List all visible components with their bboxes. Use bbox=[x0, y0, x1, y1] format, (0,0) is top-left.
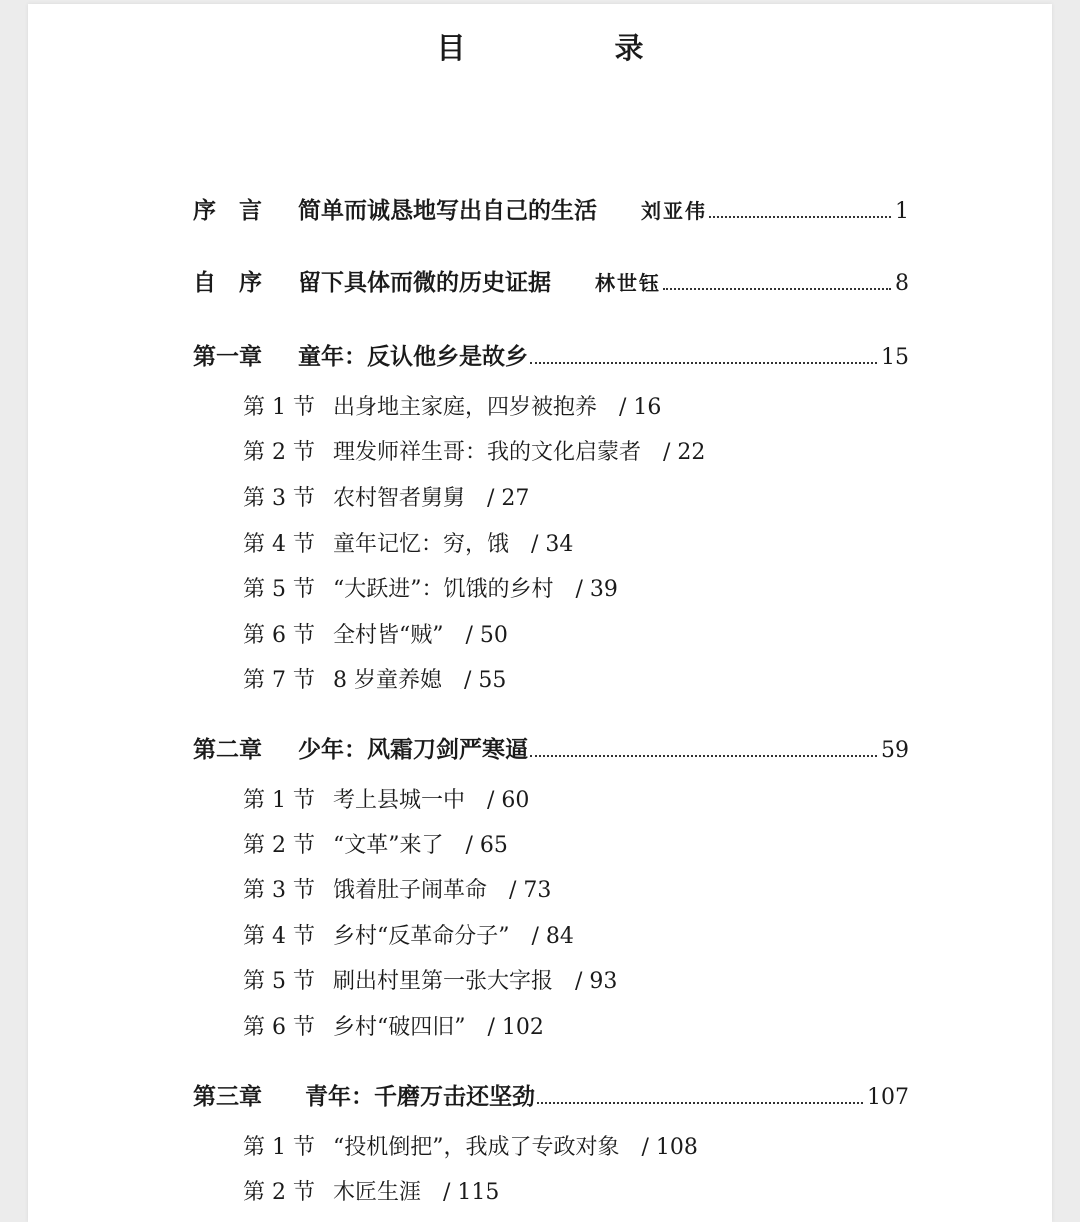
dot-leader bbox=[530, 754, 877, 757]
section-label: 第 5 节 bbox=[243, 969, 315, 994]
section-label: 第 2 节 bbox=[243, 1180, 315, 1205]
toc-section[interactable] bbox=[243, 919, 574, 950]
chapter-label: 第一章 bbox=[193, 343, 262, 370]
toc-chapter-3[interactable] bbox=[193, 1078, 909, 1111]
dot-leader bbox=[530, 361, 877, 364]
section-title: 理发师祥生哥：我的文化启蒙者 bbox=[333, 440, 642, 465]
chapter-title: 少年：风霜刀剑严寒逼 bbox=[298, 736, 528, 763]
chapter-title: 青年：千磨万击还坚劲 bbox=[305, 1083, 535, 1110]
toc-section[interactable] bbox=[243, 873, 551, 904]
section-page: / 102 bbox=[487, 1015, 544, 1040]
toc-section[interactable] bbox=[243, 783, 529, 814]
section-page: / 39 bbox=[575, 577, 618, 602]
toc-chapter-1[interactable] bbox=[193, 338, 909, 371]
section-title: “文革”来了 bbox=[333, 833, 444, 858]
entry-page: 8 bbox=[895, 271, 909, 296]
toc-entry-author-preface[interactable] bbox=[193, 264, 909, 297]
toc-section[interactable] bbox=[243, 435, 705, 466]
section-label: 第 6 节 bbox=[243, 1015, 315, 1040]
entry-title: 简单而诚恳地写出自己的生活 bbox=[298, 197, 597, 224]
section-page: / 65 bbox=[465, 833, 508, 858]
toc-section[interactable] bbox=[243, 481, 529, 512]
chapter-page: 59 bbox=[881, 738, 909, 763]
toc-section[interactable] bbox=[243, 572, 618, 603]
section-label: 第 3 节 bbox=[243, 486, 315, 511]
toc-section[interactable] bbox=[243, 1010, 544, 1041]
toc-entry-preface[interactable] bbox=[193, 192, 909, 225]
section-label: 第 2 节 bbox=[243, 833, 315, 858]
toc-section[interactable] bbox=[243, 828, 508, 859]
section-title: 出身地主家庭，四岁被抱养 bbox=[333, 395, 598, 420]
entry-label: 序 言 bbox=[193, 197, 262, 224]
toc-section[interactable] bbox=[243, 390, 661, 421]
entry-page: 1 bbox=[895, 199, 909, 224]
section-label: 第 2 节 bbox=[243, 440, 315, 465]
toc-section[interactable] bbox=[243, 1130, 698, 1161]
section-title: “大跃进”：饥饿的乡村 bbox=[333, 577, 554, 602]
chapter-label: 第三章 bbox=[193, 1083, 262, 1110]
section-label: 第 3 节 bbox=[243, 878, 315, 903]
chapter-label: 第二章 bbox=[193, 736, 262, 763]
section-page: / 34 bbox=[531, 532, 574, 557]
toc-section[interactable] bbox=[243, 663, 506, 694]
toc-section[interactable] bbox=[243, 618, 508, 649]
section-title: 童年记忆：穷，饿 bbox=[333, 532, 510, 557]
dot-leader bbox=[537, 1101, 863, 1104]
section-title: 考上县城一中 bbox=[333, 788, 466, 813]
entry-author: 林世钰 bbox=[595, 271, 661, 295]
section-label: 第 7 节 bbox=[243, 668, 315, 693]
section-label: 第 1 节 bbox=[243, 395, 315, 420]
section-title: 饿着肚子闹革命 bbox=[333, 878, 488, 903]
toc-section[interactable] bbox=[243, 1175, 499, 1206]
section-label: 第 5 节 bbox=[243, 577, 315, 602]
document-page bbox=[28, 4, 1052, 1222]
section-page: / 108 bbox=[641, 1135, 698, 1160]
dot-leader bbox=[709, 215, 891, 218]
section-title: 乡村“破四旧” bbox=[333, 1015, 466, 1040]
section-label: 第 1 节 bbox=[243, 1135, 315, 1160]
toc-section[interactable] bbox=[243, 527, 573, 558]
section-page: / 22 bbox=[663, 440, 706, 465]
toc-chapter-2[interactable] bbox=[193, 731, 909, 764]
section-title: 全村皆“贼” bbox=[333, 623, 444, 648]
page-title: 目 录 bbox=[436, 31, 704, 65]
section-page: / 16 bbox=[619, 395, 662, 420]
section-title: 乡村“反革命分子” bbox=[333, 924, 510, 949]
section-label: 第 1 节 bbox=[243, 788, 315, 813]
entry-title: 留下具体而微的历史证据 bbox=[298, 269, 551, 296]
chapter-page: 15 bbox=[881, 345, 909, 370]
section-title: 农村智者舅舅 bbox=[333, 486, 466, 511]
section-title: 刷出村里第一张大字报 bbox=[333, 969, 554, 994]
section-title: “投机倒把”，我成了专政对象 bbox=[333, 1135, 620, 1160]
toc-section[interactable] bbox=[243, 964, 617, 995]
section-page: / 73 bbox=[509, 878, 552, 903]
entry-author: 刘亚伟 bbox=[641, 199, 707, 223]
section-page: / 93 bbox=[575, 969, 618, 994]
section-label: 第 6 节 bbox=[243, 623, 315, 648]
section-page: / 60 bbox=[487, 788, 530, 813]
section-page: / 55 bbox=[464, 668, 507, 693]
section-title: 木匠生涯 bbox=[333, 1180, 422, 1205]
chapter-page: 107 bbox=[867, 1085, 909, 1110]
dot-leader bbox=[663, 287, 891, 290]
section-label: 第 4 节 bbox=[243, 532, 315, 557]
section-label: 第 4 节 bbox=[243, 924, 315, 949]
entry-label: 自 序 bbox=[193, 269, 262, 296]
section-page: / 84 bbox=[531, 924, 574, 949]
section-page: / 27 bbox=[487, 486, 530, 511]
section-title: 8 岁童养媳 bbox=[333, 668, 442, 693]
section-page: / 115 bbox=[443, 1180, 500, 1205]
section-page: / 50 bbox=[465, 623, 508, 648]
chapter-title: 童年：反认他乡是故乡 bbox=[298, 343, 528, 370]
